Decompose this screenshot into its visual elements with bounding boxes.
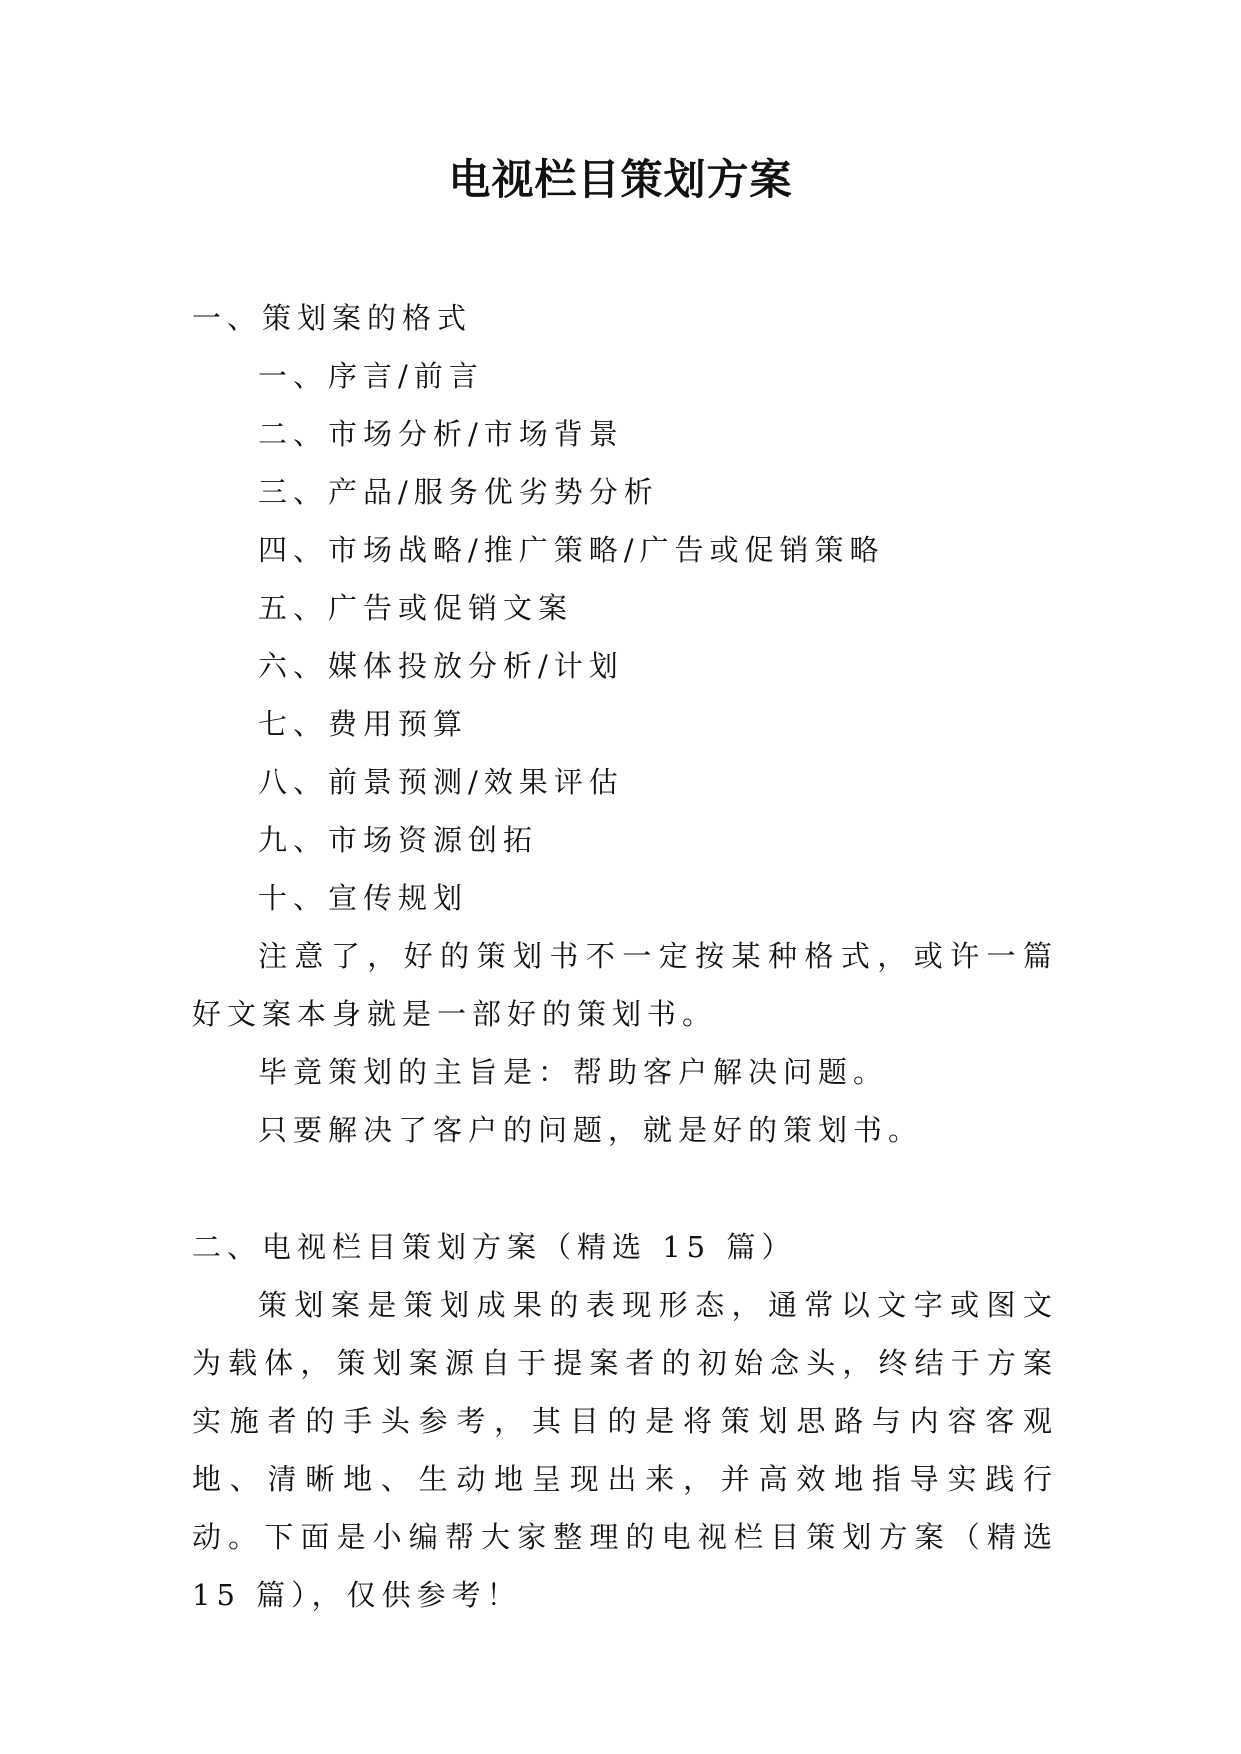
section-plans bbox=[192, 1218, 1058, 1624]
list-item: 五、广告或促销文案 bbox=[258, 591, 574, 625]
list-item: 四、市场战略/推广策略/广告或促销策略 bbox=[258, 533, 885, 567]
list-item: 三、产品/服务优劣势分析 bbox=[258, 475, 659, 509]
list-item: 二、市场分析/市场背景 bbox=[258, 417, 624, 451]
document-title: 电视栏目策划方案 bbox=[448, 155, 793, 204]
list-item: 十、宣传规划 bbox=[258, 881, 469, 915]
list-item: 七、费用预算 bbox=[258, 707, 469, 741]
aim-paragraph: 毕竟策划的主旨是：帮助客户解决问题。 bbox=[258, 1055, 889, 1089]
section-format bbox=[192, 289, 1058, 1159]
conclusion-paragraph: 只要解决了客户的问题，就是好的策划书。 bbox=[258, 1113, 924, 1147]
list-item: 九、市场资源创拓 bbox=[258, 823, 539, 857]
list-item: 一、序言/前言 bbox=[258, 359, 484, 393]
list-item: 八、前景预测/效果评估 bbox=[258, 765, 624, 799]
section-heading: 二、电视栏目策划方案（精选 15 篇） bbox=[192, 1230, 797, 1264]
note-paragraph: 注意了，好的策划书不一定按某种格式，或许一篇好文案本身就是一部好的策划书。 bbox=[192, 939, 1058, 1031]
section-heading: 一、策划案的格式 bbox=[192, 301, 473, 335]
list-item: 六、媒体投放分析/计划 bbox=[258, 649, 624, 683]
intro-paragraph: 策划案是策划成果的表现形态，通常以文字或图文为载体，策划案源自于提案者的初始念头，终结于方案实施者的手头参考，其目的是将策划思路与内容客观地、清晰地、生动地呈现出来，并高效地指导实践行动。下面是小编帮大家整理的电视栏目策划方案（精选 15 篇），仅供参考！ bbox=[192, 1288, 1058, 1612]
